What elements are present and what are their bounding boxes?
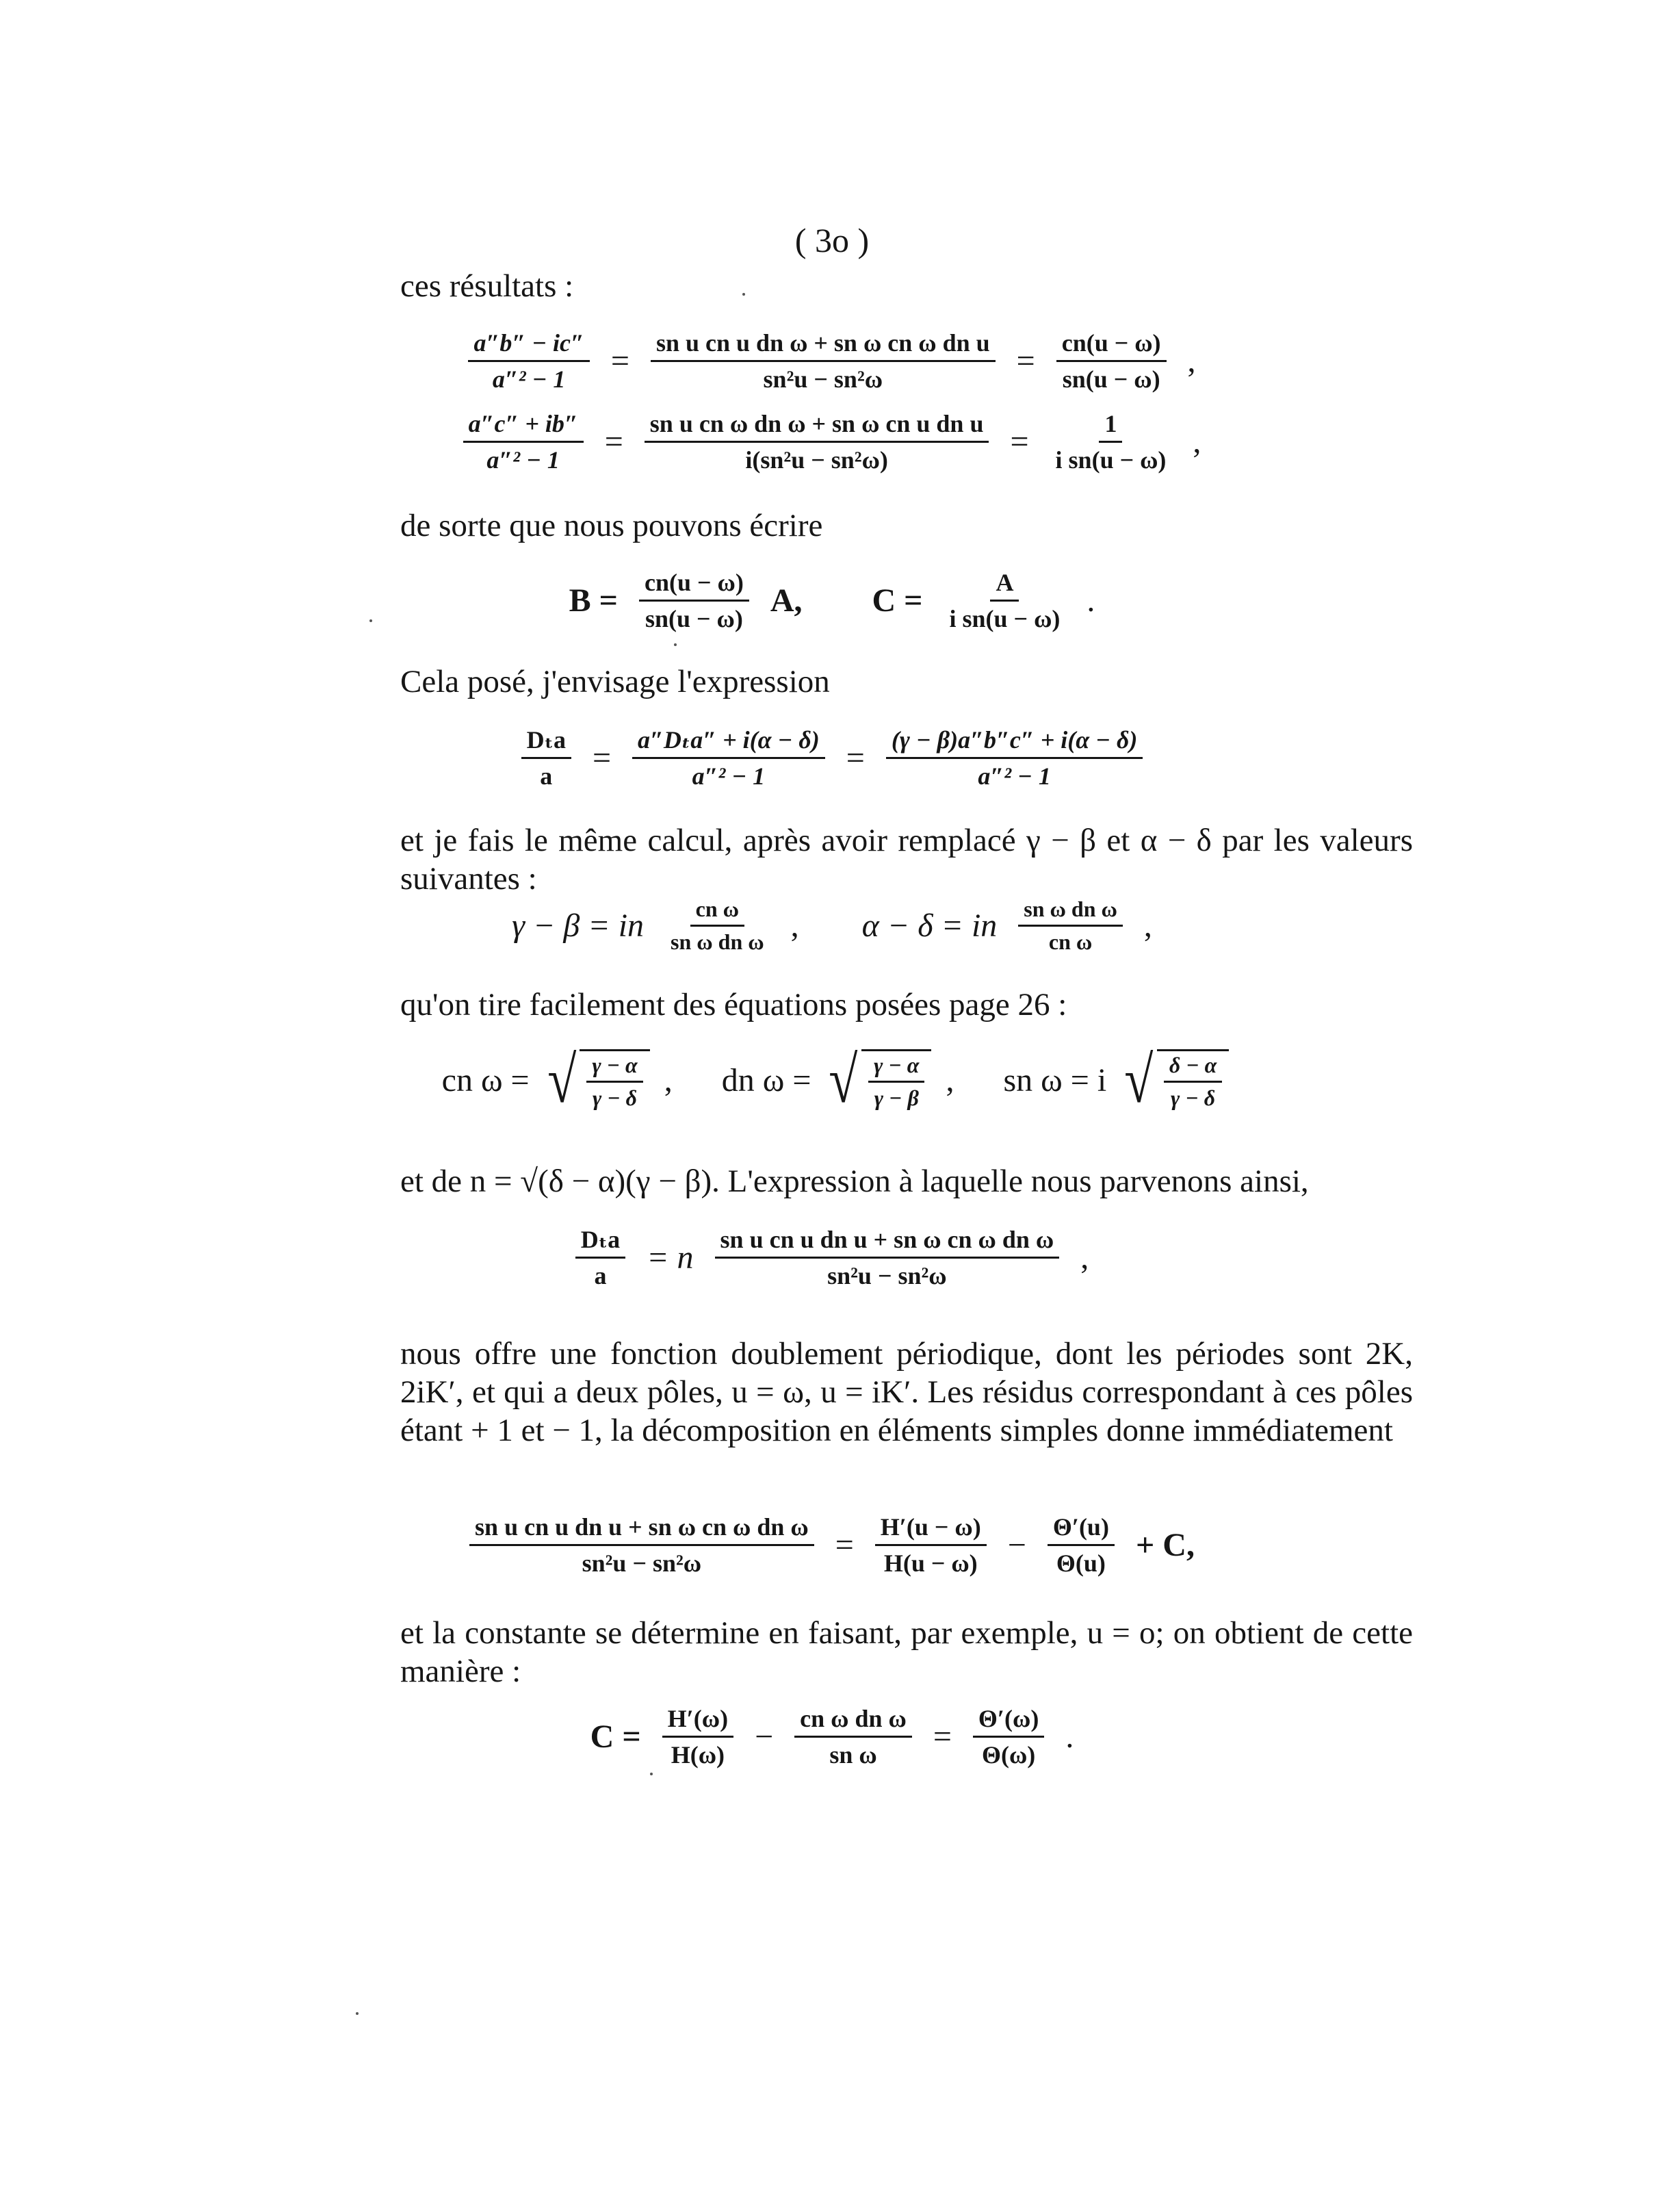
eq5-left-num: cn ω [690,897,744,927]
eq7-tail: , [1080,1239,1089,1276]
equation-7 [0,1225,1664,1290]
eq9-t-den: Θ(ω) [981,1741,1036,1769]
equation-9: C = $\frac{H'(\omega)}{H(\omega)}$ − $\frac{\text{cn ω dn ω}}{\text{sn ω}}$ = $\frac{\Theta'(\omega)}{\Theta(\omega)}$ . [590,1705,1074,1769]
eq6-b-left: dn ω = [721,1062,811,1098]
eq6-a-left: cn ω = [441,1062,530,1098]
equation-2: $\frac{a''c'' + ib''}{\text{a″² − 1}}$ = $\frac{\text{sn u cn ω dn ω + sn ω cn u dn u}}{\text{i(sn²u − sn²ω)}}$ = $\frac{1}{\text{i sn(u − ω)}}$ , [0,409,1664,474]
equation-1: $\frac{a''b'' - ic''}{\text{a″² − 1}}$ = $\frac{\text{sn u cn u dn ω + sn ω cn ω dn u}}{\text{sn²u − sn²ω}}$ = $\frac{cn(u - \omega)}{sn(u - \omega)}$ , [0,329,1664,394]
eq4-rhs-den: a″² − 1 [978,762,1051,790]
paragraph-constante: et la constante se détermine en faisant, par exemple, u = o; on obtient de cette manière : [400,1615,1413,1689]
eq7-lhs-num: Dₜa [575,1225,625,1259]
eq1-lhs-den: a″² − 1 [492,365,566,393]
eq5-left: γ − β = in [512,908,645,944]
eq1-mid-den: sn²u − sn²ω [763,365,883,393]
eq4-rhs-num: (γ − β)a″b″c″ + i(α − δ) [886,725,1143,759]
eq3-c-den: i sn(u − ω) [949,605,1061,632]
equation-6: cn ω = √ $\frac{\gamma - \alpha}{\gamma - \delta}$ , dn ω = √ $\frac{\gamma - \alpha}{\gamma - \beta}$ , sn ω = i √ $\frac{\delta - \alpha}{\gamma - \delta}$ [0,1047,1664,1113]
eq6-b-after: , [946,1062,954,1098]
eq2-lhs-den: a″² − 1 [486,446,560,474]
eq2-mid-num: sn u cn ω dn ω + sn ω cn u dn u [645,409,989,443]
paragraph-page-26: qu'on tire facilement des équations posées page 26 : [400,987,1067,1023]
eq2-lhs-num: a″c″ + ib″ [463,409,584,443]
eq5-left-after: , [790,908,799,944]
equation-3 [0,568,1664,633]
eq3-b-left: B = [569,582,618,619]
eq8-h-num: H′(u − ω) [875,1513,987,1546]
eq8-t-den: Θ(u) [1056,1549,1106,1577]
paragraph-cela-pose: Cela posé, j'envisage l'expression [400,664,830,699]
eq3-b-after: A, [770,582,803,619]
eq7-num: sn u cn u dn u + sn ω cn ω dn ω [715,1225,1060,1259]
eq3-b-num: cn(u − ω) [639,568,749,602]
equation-8: $\frac{\text{sn u cn u dn u + sn ω cn ω dn ω}}{\text{sn²u − sn²ω}}$ = $\frac{H'(u - \omega)}{H(u - \omega)}$ − $\frac{\Theta'(u)}{\Theta(u)}$ + C, [0,1513,1664,1578]
eq6-a-num: γ − α [586,1053,642,1083]
eq4-lhs-num: Dₜa [521,725,571,759]
eq9-m-den: sn ω [829,1741,877,1769]
eq6-a-den: γ − δ [592,1085,638,1110]
eq2-rhs-den: i sn(u − ω) [1055,446,1167,474]
eq5-right-after: , [1143,908,1152,944]
paragraph-sorte: de sorte que nous pouvons écrire [400,508,823,543]
eq9-h-den: H(ω) [671,1741,725,1769]
eq6-c-den: γ − δ [1171,1085,1216,1110]
eq1-rhs-den: sn(u − ω) [1062,365,1160,393]
eq7-lhs-den: a [594,1262,607,1289]
eq2-tail: , [1193,424,1201,460]
eq6-c-left: sn ω = i [1003,1062,1107,1098]
eq8-h-den: H(u − ω) [883,1549,978,1577]
eq4-lhs-den: a [540,762,553,790]
eq3-c-num: A [990,568,1019,602]
eq9-h-num: H′(ω) [662,1704,733,1738]
eq4-mid-den: a″² − 1 [692,762,766,790]
eq1-rhs-num: cn(u − ω) [1056,329,1167,362]
eq8-den: sn²u − sn²ω [582,1549,702,1577]
eq6-b-num: γ − α [868,1053,924,1083]
paragraph-fonction: nous offre une fonction doublement périodique, dont les périodes sont 2K, 2iK′, et qui a deux pôles, u = ω, u = iK′. Les résidus correspondant à ces pôles étant + 1 et − 1, la décomposition en éléments simples donne immédiatement [400,1336,1413,1448]
eq6-a-after: , [664,1062,673,1098]
eq7-eq: = n [647,1239,694,1276]
eq9-tail: . [1065,1719,1074,1755]
eq5-right-num: sn ω dn ω [1018,897,1123,927]
eq3-b-den: sn(u − ω) [645,605,743,632]
eq8-t-num: Θ′(u) [1048,1513,1115,1546]
eq6-c-num: δ − α [1164,1053,1222,1083]
paragraph-expression: et de n = √(δ − α)(γ − β). L'expression à laquelle nous parvenons ainsi, [400,1163,1309,1199]
eq2-mid-den: i(sn²u − sn²ω) [745,446,888,474]
eq8-tail: + C, [1135,1527,1195,1563]
scan-speck [742,293,745,296]
page-number: ( 3o ) [794,221,870,259]
paragraph-meme-calcul: et je fais le même calcul, après avoir remplacé γ − β et α − δ par les valeurs suivantes : [400,823,1413,897]
eq5-left-den: sn ω dn ω [671,929,764,954]
eq4-mid-num: a″Dₜa″ + i(α − δ) [632,725,825,759]
eq3-c-left: C = [872,582,923,619]
eq1-lhs-num: a″b″ − ic″ [468,329,589,362]
eq1-mid-num: sn u cn u dn ω + sn ω cn ω dn u [651,329,996,362]
eq9-left: C = [590,1719,641,1755]
scan-speck [650,1773,653,1775]
equation-5 [0,897,1664,955]
equation-4: $\frac{\text{Dₜa}}{a}$ = $\frac{\text{a″Dₜa″ + i(α − δ)}}{\text{a″² − 1}}$ = $\frac{(\gamma - \beta)a''b''c'' + i(\alpha - \delta)}{\text{a″² − 1}}$ [0,725,1664,790]
eq1-tail: , [1187,343,1196,379]
eq9-t-num: Θ′(ω) [973,1704,1044,1738]
eq7-den: sn²u − sn²ω [827,1262,947,1289]
eq6-b-den: γ − β [874,1085,919,1110]
eq2-rhs-num: 1 [1099,409,1122,443]
paragraph-results: ces résultats : [400,268,574,304]
eq3-c-after: . [1087,582,1095,619]
scan-speck [369,619,372,622]
eq9-m-num: cn ω dn ω [794,1704,912,1738]
scan-speck [356,2012,359,2015]
eq8-num: sn u cn u dn u + sn ω cn ω dn ω [469,1513,814,1546]
eq5-right-den: cn ω [1048,929,1093,954]
scan-speck [674,643,677,646]
eq5-right: α − δ = in [861,908,998,944]
